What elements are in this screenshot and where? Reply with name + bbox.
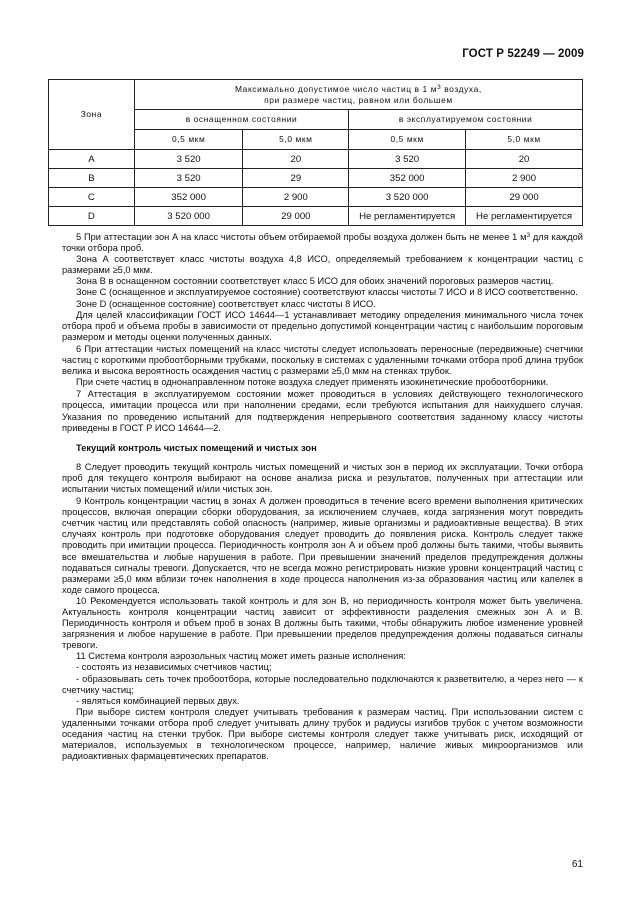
paragraph-11: 11 Система контроля аэрозольных частиц может иметь разные исполнения: (76, 651, 406, 662)
page-number: 61 (571, 859, 583, 870)
paragraph-10: 10 Рекомендуется использовать такой контроль и для зон В, но периодичность контроля может быть увеличена. Актуальность контроля концентрации частиц зависит от эффективности разделения смежных зон А и В. Периодичность контроля и объем проб в зонах В должны быть такими, чтобы обнаружить любое изменение уровней загрязнения и любое нарушение в работе. При превышении пределов предупреждения должны подаваться сигналы тревоги. (62, 595, 583, 651)
zone-cell: B (49, 169, 135, 188)
paragraph-5-text: 5 При аттестации зон А на класс чистоты объем отбираемой пробы воздуха должен быть не менее 1 м (76, 232, 527, 242)
max-header-line1: Максимально допустимое число частиц в 1 м (235, 83, 438, 94)
paragraph: При счете частиц в однонаправленном потоке воздуха следует применять изокинетические пробоотборники. (76, 377, 549, 388)
document-body (62, 232, 583, 762)
table-row (49, 188, 583, 207)
value-cell: 3 520 (134, 150, 243, 169)
paragraph: Зоне D (оснащенное состояние) соответствует класс чистоты 8 ИСО. (76, 298, 376, 309)
size-header: 5,0 мкм (243, 130, 349, 150)
table-row (49, 169, 583, 188)
value-cell: 29 000 (243, 207, 349, 226)
paragraph: При выборе систем контроля следует учитывать требования к размерам частиц. При использовании систем с удаленными точками отбора проб следует учитывать длину трубок и радиусы изгибов трубок с учетом возможности оседания частиц на стенки трубок. При выборе системы контроля следует также учитывать риск, исходящий от материалов, используемых в технологическом процессе, например, наличие живых микроорганизмов или радиоактивных фармацевтических препаратов. (62, 706, 583, 762)
size-header: 0,5 мкм (134, 130, 243, 150)
paragraph: Для целей классификации ГОСТ ИСО 14644—1 устанавливает методику определения минимального числа точек отбора проб и объема пробы в зависимости от предельно допустимой концентрации частиц с наибольшим пороговым размером и методы оценки полученных данных. (62, 309, 583, 342)
equipped-state-header: в оснащенном состоянии (134, 110, 348, 130)
max-header-line2: при размере частиц, равном или большем (264, 94, 453, 105)
paragraph: Зоне С (оснащенное и эксплуатируемое состояние) соответствуют классы чистоты 7 ИСО и 8 ИСО соответственно. (76, 287, 578, 298)
size-header: 0,5 мкм (349, 130, 466, 150)
cubic-sup: 3 (526, 232, 531, 239)
list-item: - образовывать сеть точек пробоотбора, которые последовательно подключаются к разветвителю, а через него — к счетчику частиц; (62, 673, 583, 695)
value-cell: 3 520 000 (349, 188, 466, 207)
operational-state-header: в эксплуатируемом состоянии (349, 110, 583, 130)
value-cell: Не регламентируется (466, 207, 583, 226)
size-header: 5,0 мкм (466, 130, 583, 150)
value-cell: 3 520 (349, 150, 466, 169)
value-cell: Не регламентируется (349, 207, 466, 226)
zone-column-header: Зона (49, 80, 135, 150)
zone-cell: D (49, 207, 135, 226)
paragraph-5-tail: для каждой точки отбора проб. (62, 232, 583, 254)
paragraph: Зона А соответствует класс чистоты воздуха 4,8 ИСО, определяемый требованием к концентрации частиц с размерами ≥5,0 мкм. (62, 254, 583, 276)
value-cell: 20 (243, 150, 349, 169)
paragraph-8: 8 Следует проводить текущий контроль чистых помещений и чистых зон в период их эксплуатации. Точки отбора проб для текущего контроля выбирают на основе анализа риска и результатов, полученных при аттестации или испытании чистых помещений и/или чистых зон. (62, 461, 583, 494)
max-count-header (134, 80, 582, 110)
value-cell: 352 000 (349, 169, 466, 188)
zone-cell: A (49, 150, 135, 169)
value-cell: 20 (466, 150, 583, 169)
paragraph-7: 7 Аттестация в эксплуатируемом состоянии может проводиться в условиях действующего технологического процесса, имитации процесса или при наполнении средами, если требуются испытания для наихудшего случая. Указания по проведению испытаний для подтверждения непрерывного соответствия заданному классу чистоты приведены в ГОСТ Р ИСО 14644—2. (62, 389, 583, 433)
particle-limits-table (48, 79, 583, 226)
paragraph-9: 9 Контроль концентрации частиц в зонах А должен проводиться в течение всего времени выполнения критических процессов, включая операции сборки оборудования, за исключением случаев, когда загрязнения могут повредить счетчик частиц или представлять собой опасность (например, живые организмы и радиоактивные вещества). В этих случаях контроль при подготовке оборудования следует проводить до появления риска. Контроль следует также проводить при имитации процесса. Периодичность контроля зон А и объем проб должны быть такими, чтобы выявить все вмешательства и любые нарушения в работе. При превышении значений пределов предупреждения должны подаваться сигналы тревоги. Допускается, что не всегда можно регистрировать низкие уровни концентраций частиц с размерами ≥5,0 мкм вблизи точек наполнения в ходе процесса наполнения из-за образования частиц или капелек в ходе самого процесса. (62, 496, 583, 595)
value-cell: 352 000 (134, 188, 243, 207)
value-cell: 29 000 (466, 188, 583, 207)
table-row (49, 207, 583, 226)
section-heading: Текущий контроль чистых помещений и чистых зон (76, 442, 317, 453)
value-cell: 3 520 (134, 169, 243, 188)
paragraph-5 (62, 232, 583, 254)
paragraph: Зона В в оснащенном состоянии соответствует класс 5 ИСО для обоих значений пороговых размеров частиц. (76, 276, 554, 287)
document-header: ГОСТ Р 52249 — 2009 (462, 48, 584, 60)
paragraph-6: 6 При аттестации чистых помещений на класс чистоты следует использовать переносные (передвижные) счетчики частиц с короткими пробоотборными трубками, поскольку в системах с удаленными точками отбора проб длина трубок велика и высока вероятность осаждения частиц с размерами ≥5,0 мкм на стенках трубок. (62, 343, 583, 377)
value-cell: 2 900 (466, 169, 583, 188)
max-header-line1-tail: воздуха, (441, 83, 482, 94)
value-cell: 2 900 (243, 188, 349, 207)
list-item: - являться комбинацией первых двух. (76, 695, 240, 706)
max-header-sup: 3 (437, 83, 442, 91)
value-cell: 3 520 000 (134, 207, 243, 226)
list-item: - состоять из независимых счетчиков частиц; (76, 662, 272, 673)
table-row (49, 150, 583, 169)
zone-cell: C (49, 188, 135, 207)
value-cell: 29 (243, 169, 349, 188)
